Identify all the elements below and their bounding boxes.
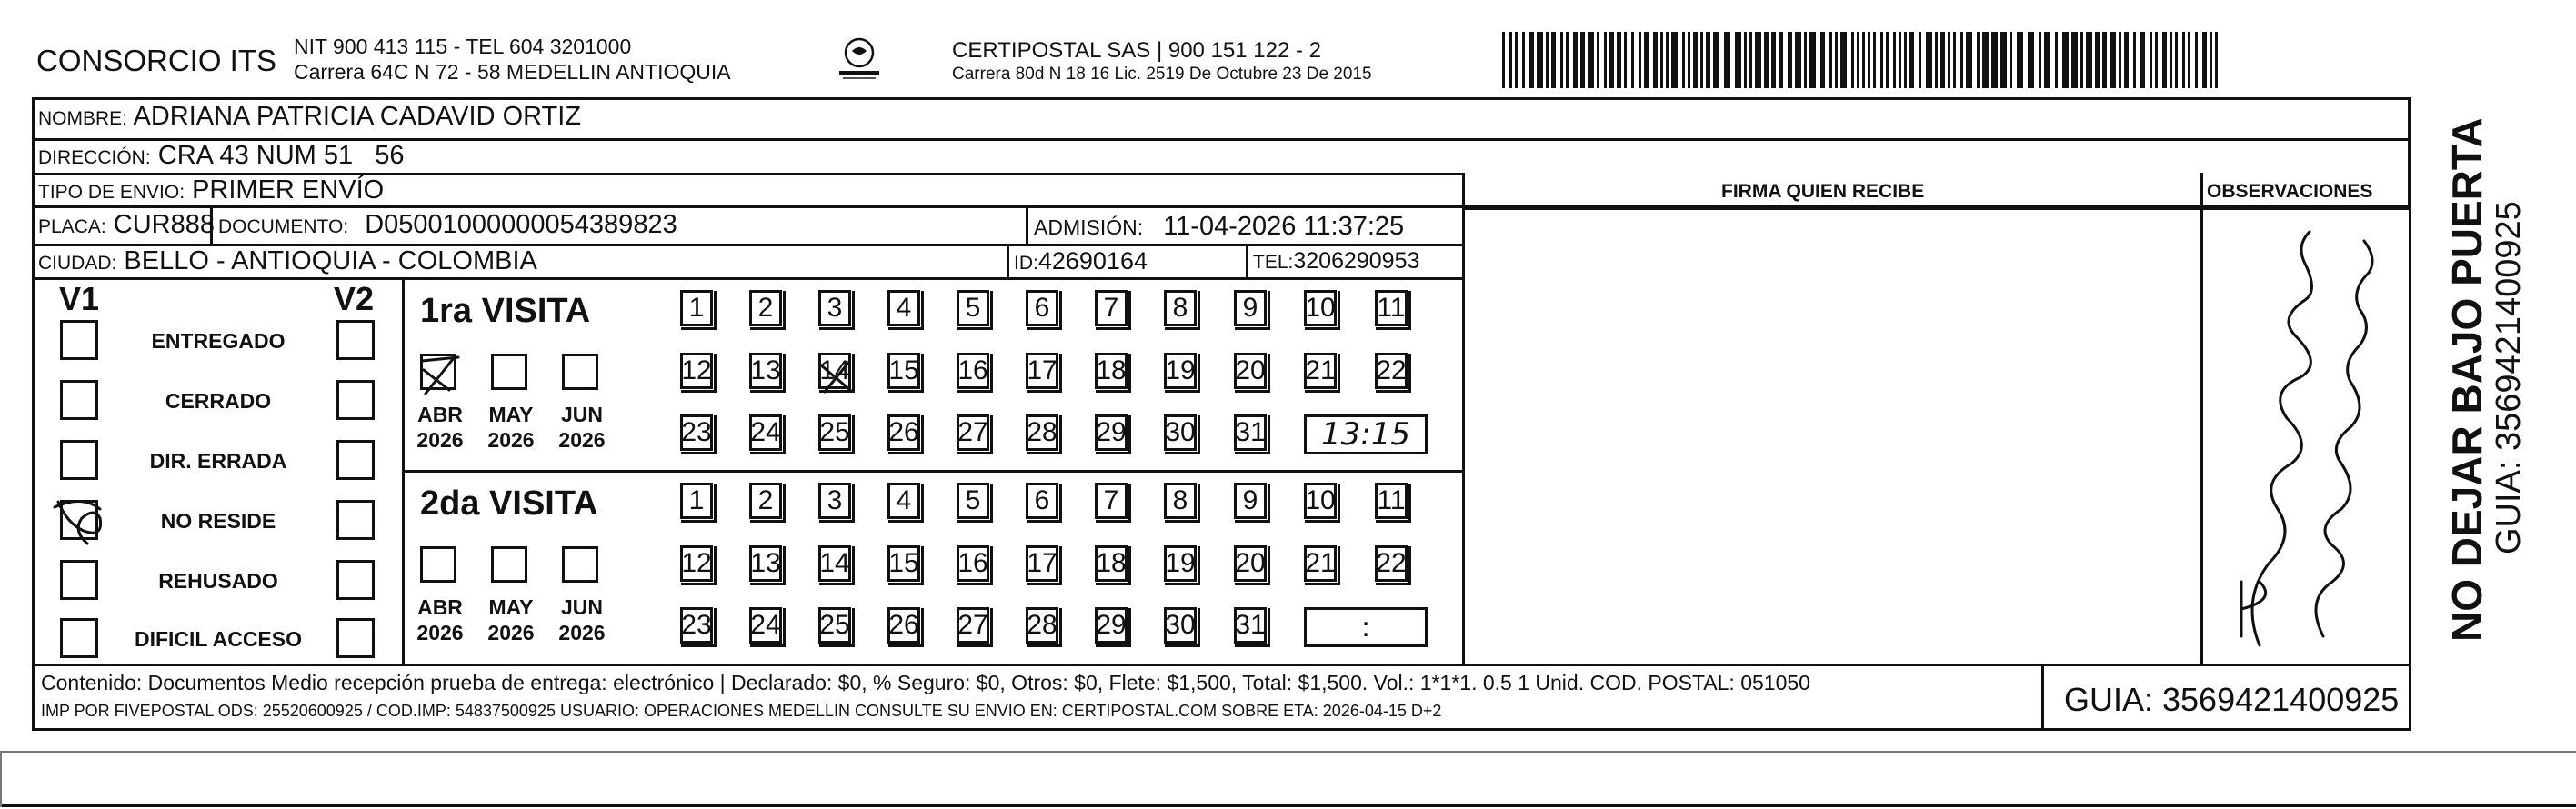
visit-month-label: JUN (560, 595, 603, 619)
ciudad-value: BELLO - ANTIOQUIA - COLOMBIA (124, 246, 537, 275)
visit-day-box[interactable]: 15 (887, 545, 920, 582)
visit-title: 1ra VISITA (420, 292, 591, 330)
visit-month-label: ABR (417, 595, 463, 619)
status-v1-checkbox[interactable] (60, 440, 98, 480)
status-v2-checkbox[interactable] (336, 320, 375, 360)
visit-time-box[interactable] (1304, 414, 1428, 454)
firma-label: FIRMA QUIEN RECIBE (1721, 181, 1925, 202)
visit-day-box[interactable]: 28 (1026, 607, 1058, 644)
visit-day-box[interactable]: 27 (957, 607, 989, 644)
visit-day-box[interactable]: 16 (957, 545, 989, 582)
placa-value: CUR888 (113, 210, 215, 239)
day14-visit1-mark (816, 357, 856, 397)
visit-day-box[interactable]: 17 (1026, 353, 1058, 389)
visit-day-box[interactable]: 23 (680, 607, 713, 644)
documento-value: D05001000000054389823 (365, 210, 677, 239)
status-label: ENTREGADO (151, 329, 286, 353)
visit-day-box[interactable]: 15 (887, 353, 920, 389)
status-label: REHUSADO (158, 569, 278, 593)
visit-month-checkbox[interactable] (562, 546, 598, 583)
status-v2-checkbox[interactable] (336, 618, 375, 658)
status-label: DIR. ERRADA (149, 449, 287, 473)
visit-day-box[interactable]: 26 (887, 414, 920, 451)
visit-day-box[interactable]: 28 (1026, 414, 1058, 451)
status-v1-checkbox[interactable] (60, 380, 98, 420)
visit-month-checkbox[interactable] (562, 354, 598, 390)
placa-field: PLACA: CUR888 (38, 210, 215, 239)
id-field: ID:42690164 (1014, 247, 1148, 275)
id-value: 42690164 (1037, 247, 1148, 275)
visit-year-label: 2026 (416, 621, 464, 644)
visit-day-box[interactable]: 24 (749, 414, 782, 451)
tel-value: 3206290953 (1293, 248, 1420, 274)
visit-time-value: : (1360, 611, 1371, 644)
visit-day-box[interactable]: 19 (1164, 353, 1197, 389)
visit-year-label: 2026 (416, 428, 464, 452)
visit-day-box[interactable]: 12 (680, 545, 713, 582)
visit-day-box[interactable]: 22 (1375, 353, 1408, 389)
visit-day-box[interactable]: 29 (1095, 607, 1128, 644)
documento-field: DOCUMENTO: D05001000000054389823 (218, 210, 677, 239)
status-v1-checkbox[interactable] (60, 618, 98, 658)
company-address: Carrera 64C N 72 - 58 MEDELLIN ANTIOQUIA (294, 60, 731, 84)
visit-day-box[interactable]: 10 (1304, 290, 1337, 326)
visit-day-box[interactable]: 27 (957, 414, 989, 451)
visit-day-box[interactable]: 8 (1164, 483, 1197, 519)
visit-day-box[interactable]: 25 (818, 414, 851, 451)
visit-day-box[interactable]: 24 (749, 607, 782, 644)
visit-day-box[interactable]: 20 (1234, 353, 1267, 389)
status-v1-checkbox[interactable] (60, 320, 98, 360)
observaciones-label: OBSERVACIONES (2207, 181, 2373, 202)
status-v2-checkbox[interactable] (336, 440, 375, 480)
visit-day-box[interactable]: 20 (1234, 545, 1267, 582)
visit-day-box[interactable]: 3 (818, 483, 851, 519)
status-label: CERRADO (165, 389, 272, 413)
visit-day-box[interactable]: 5 (957, 290, 989, 326)
visit-day-box[interactable]: 10 (1304, 483, 1337, 519)
courier-address: Carrera 80d N 18 16 Lic. 2519 De Octubre 23 De 2015 (952, 65, 1372, 84)
visit-day-box[interactable]: 25 (818, 607, 851, 644)
visit-day-box[interactable]: 9 (1234, 483, 1267, 519)
admision-value: 11-04-2026 11:37:25 (1163, 212, 1405, 241)
tipo-envio-value: PRIMER ENVÍO (192, 175, 385, 205)
signature-area[interactable] (1466, 210, 2199, 662)
visit-day-box[interactable]: 18 (1095, 353, 1128, 389)
visit-day-box[interactable]: 14 (818, 545, 851, 582)
visit-month-label: MAY (488, 595, 534, 619)
visit-day-box[interactable]: 9 (1234, 290, 1267, 326)
nombre-value: ADRIANA PATRICIA CADAVID ORTIZ (133, 102, 582, 131)
visit-day-box[interactable]: 12 (680, 353, 713, 389)
visit-day-box[interactable]: 21 (1304, 353, 1337, 389)
certipostal-logo (832, 35, 887, 85)
visit-day-box[interactable]: 2 (749, 483, 782, 519)
ciudad-field: CIUDAD: BELLO - ANTIOQUIA - COLOMBIA (38, 246, 537, 275)
footer-guia: GUIA: 3569421400925 (2064, 681, 2400, 718)
side-guia: GUIA: 3569421400925 (2490, 201, 2528, 554)
footer-contenido: Contenido: Documentos Medio recepción prueba de entrega: electrónico | Declarado: $0, % Seguro: $0, Otros: $0, Flete: $1,500, Total: $1,500. Vol.: 1*1*1. 0.5 1 Unid. COD. POSTAL: 051050 (41, 671, 1810, 694)
status-label: DIFICIL ACCESO (134, 627, 302, 651)
visit-day-box[interactable]: 30 (1164, 607, 1197, 644)
visit-day-box[interactable]: 7 (1095, 290, 1128, 326)
visit-day-box[interactable]: 23 (680, 414, 713, 451)
observaciones-handwriting (2205, 218, 2414, 654)
visit-day-box[interactable]: 6 (1026, 483, 1058, 519)
visit-day-box[interactable]: 4 (887, 483, 920, 519)
visit-day-box[interactable]: 31 (1234, 414, 1267, 451)
visit-day-box[interactable]: 11 (1375, 290, 1408, 326)
visit-year-label: 2026 (487, 621, 535, 644)
visit-day-box[interactable]: 22 (1375, 545, 1408, 582)
visit-time-box[interactable] (1304, 607, 1428, 647)
no-reside-v1-mark (45, 491, 114, 554)
direccion-value: CRA 43 NUM 51 56 (157, 141, 405, 170)
visit-day-box[interactable]: 7 (1095, 483, 1128, 519)
direccion-field: DIRECCIÓN: CRA 43 NUM 51 56 (38, 141, 405, 170)
tel-field: TEL:3206290953 (1253, 248, 1420, 274)
visit-month-checkbox[interactable] (491, 354, 527, 390)
admision-field: ADMISIÓN: 11-04-2026 11:37:25 (1034, 212, 1405, 241)
nombre-field: NOMBRE: ADRIANA PATRICIA CADAVID ORTIZ (38, 102, 582, 131)
visit-day-box[interactable]: 1 (680, 290, 713, 326)
status-v2-checkbox[interactable] (336, 380, 375, 420)
visit-day-box[interactable]: 8 (1164, 290, 1197, 326)
status-label: NO RESIDE (160, 509, 276, 533)
visit-day-box[interactable]: 26 (887, 607, 920, 644)
v2-label: V2 (334, 280, 375, 317)
visit-day-box[interactable]: 16 (957, 353, 989, 389)
abr-visit1-mark (416, 352, 466, 399)
visit-month-label: JUN (560, 403, 603, 426)
no-dejar-bajo-puerta: NO DEJAR BAJO PUERTA (2443, 117, 2491, 642)
visit-day-box[interactable]: 11 (1375, 483, 1408, 519)
status-v2-checkbox[interactable] (336, 560, 375, 600)
courier-name: CERTIPOSTAL SAS | 900 151 122 - 2 (952, 38, 1321, 63)
visit-day-box[interactable]: 18 (1095, 545, 1128, 582)
status-v2-checkbox[interactable] (336, 500, 375, 540)
tipo-envio-field: TIPO DE ENVIO: PRIMER ENVÍO (38, 175, 385, 205)
visit-day-box[interactable]: 30 (1164, 414, 1197, 451)
visit-year-label: 2026 (558, 621, 606, 644)
visit-day-box[interactable]: 13 (749, 545, 782, 582)
visit-year-label: 2026 (487, 428, 535, 452)
visit-day-box[interactable]: 6 (1026, 290, 1058, 326)
visit-day-box[interactable]: 1 (680, 483, 713, 519)
visit-day-box[interactable]: 5 (957, 483, 989, 519)
footer-imp: IMP POR FIVEPOSTAL ODS: 25520600925 / COD.IMP: 54837500925 USUARIO: OPERACIONES MEDELLIN CONSULTE SU ENVIO EN: CERTIPOSTAL.COM SOBRE ETA: 2026-04-15 D+2 (41, 702, 1442, 720)
visit-month-checkbox[interactable] (420, 546, 456, 583)
barcode (1502, 32, 2226, 88)
visit-month-label: MAY (488, 403, 534, 426)
visit-day-box[interactable]: 21 (1304, 545, 1337, 582)
visit-title: 2da VISITA (420, 484, 598, 523)
visit-day-box[interactable]: 4 (887, 290, 920, 326)
visit-month-checkbox[interactable] (491, 546, 527, 583)
status-v1-checkbox[interactable] (60, 560, 98, 600)
visit-day-box[interactable]: 14 (818, 353, 851, 389)
visit-day-box[interactable]: 19 (1164, 545, 1197, 582)
visit-day-box[interactable]: 2 (749, 290, 782, 326)
visit-day-box[interactable]: 13 (749, 353, 782, 389)
visit-day-box[interactable]: 3 (818, 290, 851, 326)
visit-year-label: 2026 (558, 428, 606, 452)
company-name: CONSORCIO ITS (36, 44, 277, 77)
visit-month-label: ABR (417, 403, 463, 426)
visit-time-value: 13:15 (1321, 416, 1410, 453)
visit-day-box[interactable]: 31 (1234, 607, 1267, 644)
visit-day-box[interactable]: 29 (1095, 414, 1128, 451)
company-nit: NIT 900 413 115 - TEL 604 3201000 (294, 35, 632, 58)
v1-label: V1 (59, 280, 100, 317)
visit-day-box[interactable]: 17 (1026, 545, 1058, 582)
